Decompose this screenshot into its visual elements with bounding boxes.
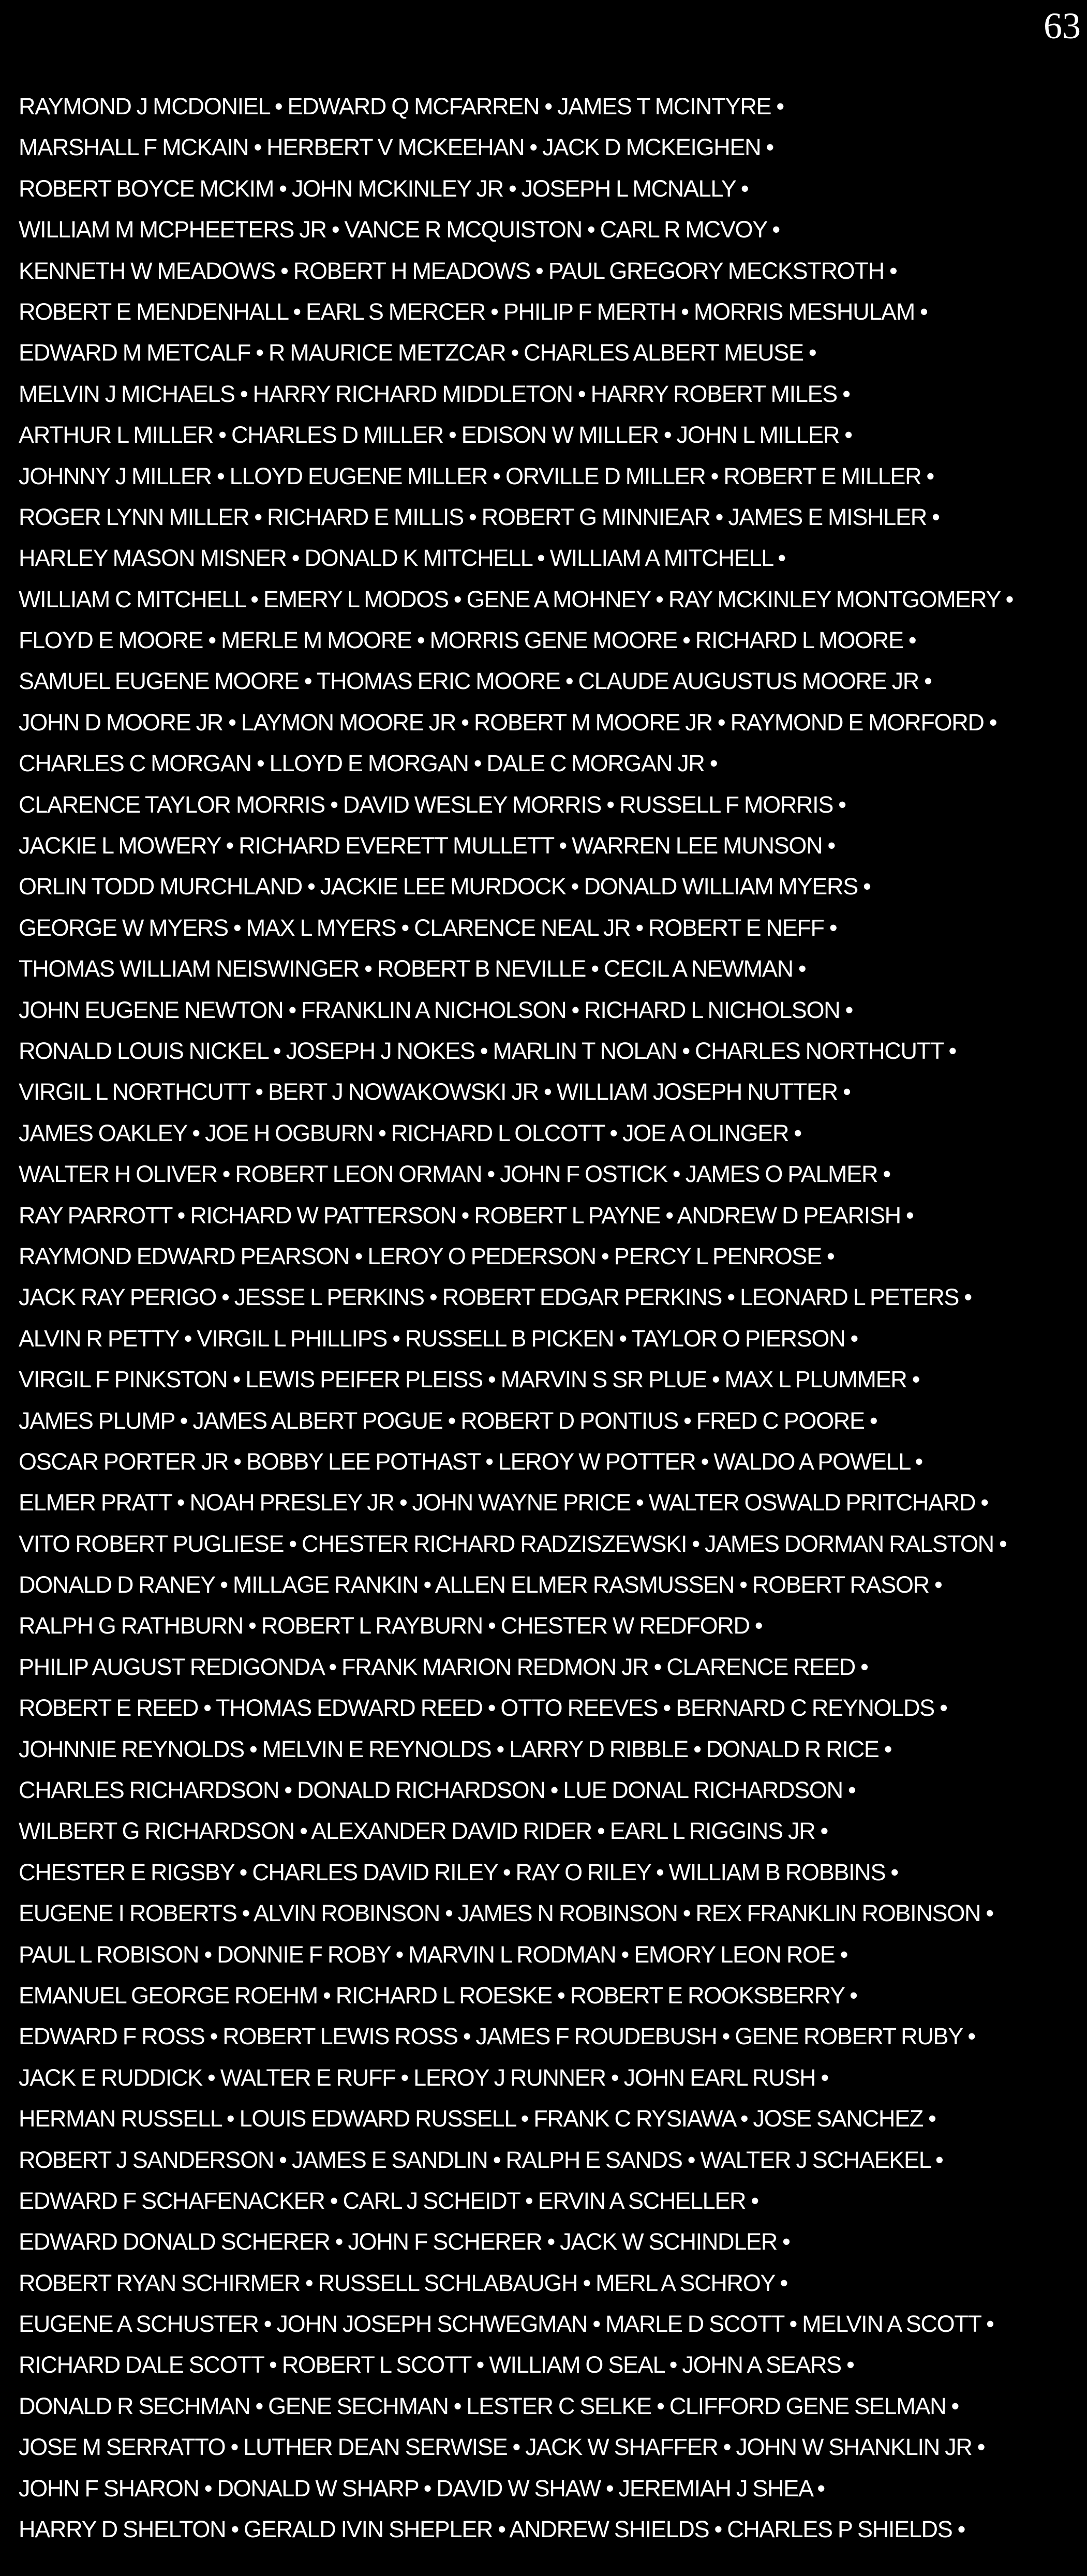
name-line: ORLIN TODD MURCHLAND • JACKIE LEE MURDOCK • DONALD WILLIAM MYERS • [19, 873, 871, 900]
name-line: PHILIP AUGUST REDIGONDA • FRANK MARION REDMON JR • CLARENCE REED • [19, 1653, 868, 1680]
name-line: RONALD LOUIS NICKEL • JOSEPH J NOKES • MARLIN T NOLAN • CHARLES NORTHCUTT • [19, 1037, 956, 1064]
name-line: RICHARD DALE SCOTT • ROBERT L SCOTT • WILLIAM O SEAL • JOHN A SEARS • [19, 2352, 854, 2378]
name-line: EDWARD F ROSS • ROBERT LEWIS ROSS • JAMES F ROUDEBUSH • GENE ROBERT RUBY • [19, 2023, 975, 2050]
name-line: JOHN EUGENE NEWTON • FRANKLIN A NICHOLSON • RICHARD L NICHOLSON • [19, 996, 853, 1023]
name-line: JAMES PLUMP • JAMES ALBERT POGUE • ROBERT D PONTIUS • FRED C POORE • [19, 1407, 877, 1434]
name-line: CHARLES RICHARDSON • DONALD RICHARDSON • LUE DONAL RICHARDSON • [19, 1777, 856, 1804]
name-list [19, 86, 1074, 2550]
name-line: WILLIAM M MCPHEETERS JR • VANCE R MCQUISTON • CARL R MCVOY • [19, 216, 780, 243]
name-line: JACKIE L MOWERY • RICHARD EVERETT MULLETT • WARREN LEE MUNSON • [19, 832, 835, 859]
name-line: ALVIN R PETTY • VIRGIL L PHILLIPS • RUSSELL B PICKEN • TAYLOR O PIERSON • [19, 1325, 858, 1352]
name-line: RALPH G RATHBURN • ROBERT L RAYBURN • CHESTER W REDFORD • [19, 1612, 763, 1639]
name-line: MARSHALL F MCKAIN • HERBERT V MCKEEHAN • JACK D MCKEIGHEN • [19, 134, 773, 161]
name-line: ROGER LYNN MILLER • RICHARD E MILLIS • ROBERT G MINNIEAR • JAMES E MISHLER • [19, 503, 940, 530]
name-line: ROBERT E MENDENHALL • EARL S MERCER • PHILIP F MERTH • MORRIS MESHULAM • [19, 298, 928, 325]
name-line: VIRGIL F PINKSTON • LEWIS PEIFER PLEISS • MARVIN S SR PLUE • MAX L PLUMMER • [19, 1366, 920, 1393]
name-line: CHESTER E RIGSBY • CHARLES DAVID RILEY • RAY O RILEY • WILLIAM B ROBBINS • [19, 1859, 898, 1885]
name-line: CHARLES C MORGAN • LLOYD E MORGAN • DALE C MORGAN JR • [19, 750, 718, 777]
name-line: CLARENCE TAYLOR MORRIS • DAVID WESLEY MORRIS • RUSSELL F MORRIS • [19, 791, 846, 818]
name-line: GEORGE W MYERS • MAX L MYERS • CLARENCE NEAL JR • ROBERT E NEFF • [19, 914, 837, 941]
name-line: THOMAS WILLIAM NEISWINGER • ROBERT B NEVILLE • CECIL A NEWMAN • [19, 955, 806, 982]
name-line: RAYMOND J MCDONIEL • EDWARD Q MCFARREN • JAMES T MCINTYRE • [19, 93, 784, 119]
name-line: SAMUEL EUGENE MOORE • THOMAS ERIC MOORE • CLAUDE AUGUSTUS MOORE JR • [19, 668, 932, 695]
name-line: MELVIN J MICHAELS • HARRY RICHARD MIDDLETON • HARRY ROBERT MILES • [19, 380, 850, 407]
name-line: JOHNNY J MILLER • LLOYD EUGENE MILLER • ORVILLE D MILLER • ROBERT E MILLER • [19, 462, 934, 489]
name-line: JOHNNIE REYNOLDS • MELVIN E REYNOLDS • LARRY D RIBBLE • DONALD R RICE • [19, 1735, 892, 1762]
name-line: WALTER H OLIVER • ROBERT LEON ORMAN • JOHN F OSTICK • JAMES O PALMER • [19, 1161, 890, 1188]
name-line: ROBERT E REED • THOMAS EDWARD REED • OTTO REEVES • BERNARD C REYNOLDS • [19, 1695, 947, 1721]
name-line: JOHN D MOORE JR • LAYMON MOORE JR • ROBERT M MOORE JR • RAYMOND E MORFORD • [19, 709, 997, 736]
name-line: KENNETH W MEADOWS • ROBERT H MEADOWS • PAUL GREGORY MECKSTROTH • [19, 257, 897, 284]
name-line: OSCAR PORTER JR • BOBBY LEE POTHAST • LEROY W POTTER • WALDO A POWELL • [19, 1448, 922, 1475]
page-number: 63 [1044, 5, 1081, 47]
name-line: ELMER PRATT • NOAH PRESLEY JR • JOHN WAYNE PRICE • WALTER OSWALD PRITCHARD • [19, 1489, 988, 1516]
name-line: RAYMOND EDWARD PEARSON • LEROY O PEDERSON • PERCY L PENROSE • [19, 1242, 835, 1269]
name-line: DONALD D RANEY • MILLAGE RANKIN • ALLEN ELMER RASMUSSEN • ROBERT RASOR • [19, 1571, 942, 1598]
name-line: EMANUEL GEORGE ROEHM • RICHARD L ROESKE • ROBERT E ROOKSBERRY • [19, 1982, 857, 2009]
name-line: HARLEY MASON MISNER • DONALD K MITCHELL • WILLIAM A MITCHELL • [19, 545, 785, 572]
name-line: RAY PARROTT • RICHARD W PATTERSON • ROBERT L PAYNE • ANDREW D PEARISH • [19, 1202, 914, 1229]
name-line: VIRGIL L NORTHCUTT • BERT J NOWAKOWSKI JR • WILLIAM JOSEPH NUTTER • [19, 1079, 851, 1105]
name-line: ROBERT RYAN SCHIRMER • RUSSELL SCHLABAUGH • MERL A SCHROY • [19, 2269, 787, 2296]
name-line: JOSE M SERRATTO • LUTHER DEAN SERWISE • JACK W SHAFFER • JOHN W SHANKLIN JR • [19, 2434, 985, 2461]
name-line: JACK RAY PERIGO • JESSE L PERKINS • ROBERT EDGAR PERKINS • LEONARD L PETERS • [19, 1284, 972, 1311]
name-line: JOHN F SHARON • DONALD W SHARP • DAVID W SHAW • JEREMIAH J SHEA • [19, 2475, 825, 2502]
name-line: ROBERT J SANDERSON • JAMES E SANDLIN • RALPH E SANDS • WALTER J SCHAEKEL • [19, 2146, 943, 2173]
name-line: DONALD R SECHMAN • GENE SECHMAN • LESTER C SELKE • CLIFFORD GENE SELMAN • [19, 2392, 959, 2419]
name-line: HARRY D SHELTON • GERALD IVIN SHEPLER • ANDREW SHIELDS • CHARLES P SHIELDS • [19, 2516, 965, 2543]
name-line: WILBERT G RICHARDSON • ALEXANDER DAVID RIDER • EARL L RIGGINS JR • [19, 1818, 828, 1845]
name-line: EUGENE A SCHUSTER • JOHN JOSEPH SCHWEGMAN • MARLE D SCOTT • MELVIN A SCOTT • [19, 2311, 994, 2338]
name-line: EUGENE I ROBERTS • ALVIN ROBINSON • JAMES N ROBINSON • REX FRANKLIN ROBINSON • [19, 1900, 993, 1927]
name-line: EDWARD DONALD SCHERER • JOHN F SCHERER • JACK W SCHINDLER • [19, 2228, 790, 2255]
name-line: EDWARD M METCALF • R MAURICE METZCAR • CHARLES ALBERT MEUSE • [19, 339, 816, 366]
name-line: JACK E RUDDICK • WALTER E RUFF • LEROY J RUNNER • JOHN EARL RUSH • [19, 2064, 828, 2091]
name-line: ROBERT BOYCE MCKIM • JOHN MCKINLEY JR • JOSEPH L MCNALLY • [19, 175, 749, 202]
name-line: EDWARD F SCHAFENACKER • CARL J SCHEIDT • ERVIN A SCHELLER • [19, 2187, 758, 2214]
name-line: ARTHUR L MILLER • CHARLES D MILLER • EDISON W MILLER • JOHN L MILLER • [19, 422, 852, 448]
name-line: PAUL L ROBISON • DONNIE F ROBY • MARVIN L RODMAN • EMORY LEON ROE • [19, 1941, 848, 1968]
name-line: VITO ROBERT PUGLIESE • CHESTER RICHARD RADZISZEWSKI • JAMES DORMAN RALSTON • [19, 1530, 1007, 1557]
name-line: FLOYD E MOORE • MERLE M MOORE • MORRIS GENE MOORE • RICHARD L MOORE • [19, 627, 916, 654]
name-line: HERMAN RUSSELL • LOUIS EDWARD RUSSELL • FRANK C RYSIAWA • JOSE SANCHEZ • [19, 2105, 936, 2132]
name-line: WILLIAM C MITCHELL • EMERY L MODOS • GENE A MOHNEY • RAY MCKINLEY MONTGOMERY • [19, 586, 1014, 612]
name-line: JAMES OAKLEY • JOE H OGBURN • RICHARD L OLCOTT • JOE A OLINGER • [19, 1119, 801, 1146]
